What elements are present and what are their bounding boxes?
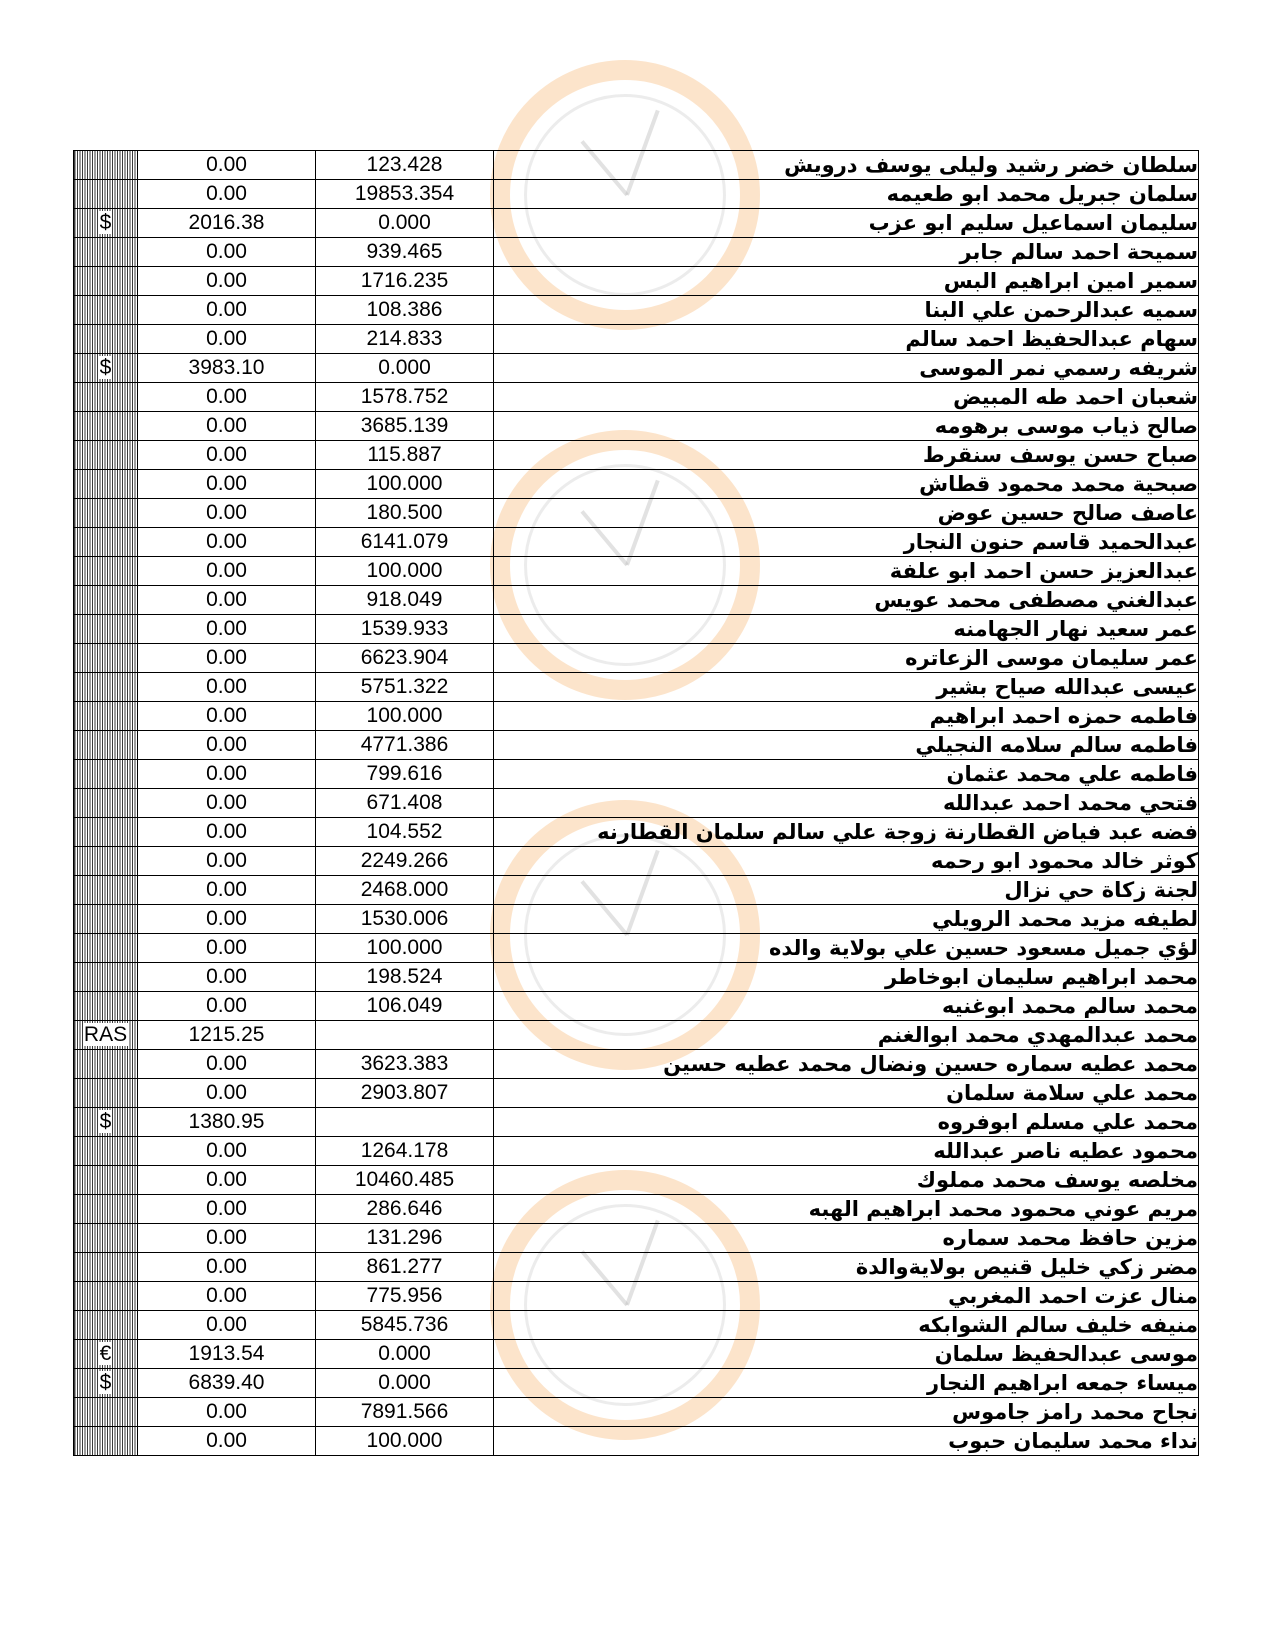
table-row — [74, 1369, 1199, 1398]
amount-a-cell: 0.00 — [138, 1195, 316, 1224]
table-row — [74, 702, 1199, 731]
name-cell: محمد علي مسلم ابوفروه — [494, 1108, 1199, 1137]
currency-cell — [74, 1195, 138, 1224]
name-cell: فتحي محمد احمد عبدالله — [494, 789, 1199, 818]
amount-a-cell: 0.00 — [138, 1224, 316, 1253]
name-cell: محمود عطيه ناصر عبدالله — [494, 1137, 1199, 1166]
table-row — [74, 1166, 1199, 1195]
amount-a-cell: 0.00 — [138, 238, 316, 267]
amount-a-cell: 0.00 — [138, 644, 316, 673]
name-cell: منيفه خليف سالم الشوابكه — [494, 1311, 1199, 1340]
currency-cell — [74, 238, 138, 267]
name-cell: صالح ذياب موسى برهومه — [494, 412, 1199, 441]
currency-cell — [74, 731, 138, 760]
amount-b-cell: 100.000 — [316, 470, 494, 499]
table-row — [74, 847, 1199, 876]
name-cell: عيسى عبدالله صياح بشير — [494, 673, 1199, 702]
table-row — [74, 354, 1199, 383]
amount-b-cell: 6141.079 — [316, 528, 494, 557]
name-cell: عبدالحميد قاسم حنون النجار — [494, 528, 1199, 557]
amount-a-cell: 0.00 — [138, 528, 316, 557]
currency-cell — [74, 325, 138, 354]
table-row — [74, 789, 1199, 818]
amount-a-cell: 0.00 — [138, 470, 316, 499]
amount-b-cell: 100.000 — [316, 702, 494, 731]
amount-a-cell: 0.00 — [138, 1137, 316, 1166]
name-cell: لطيفه مزيد محمد الرويلي — [494, 905, 1199, 934]
currency-cell — [74, 1108, 138, 1137]
amount-b-cell: 5845.736 — [316, 1311, 494, 1340]
amount-a-cell: 0.00 — [138, 673, 316, 702]
amount-b-cell: 861.277 — [316, 1253, 494, 1282]
amount-b-cell: 10460.485 — [316, 1166, 494, 1195]
amount-a-cell: 0.00 — [138, 731, 316, 760]
table-row — [74, 1398, 1199, 1427]
currency-cell — [74, 557, 138, 586]
name-cell: عبدالغني مصطفى محمد عويس — [494, 586, 1199, 615]
table-row — [74, 209, 1199, 238]
amount-a-cell: 0.00 — [138, 818, 316, 847]
amount-a-cell: 0.00 — [138, 934, 316, 963]
currency-cell — [74, 1282, 138, 1311]
name-cell: مزين حافظ محمد سماره — [494, 1224, 1199, 1253]
currency-cell — [74, 586, 138, 615]
currency-cell — [74, 296, 138, 325]
table-row — [74, 905, 1199, 934]
amount-a-cell: 0.00 — [138, 963, 316, 992]
table-row — [74, 644, 1199, 673]
currency-cell — [74, 818, 138, 847]
name-cell: شريفه رسمي نمر الموسى — [494, 354, 1199, 383]
name-cell: محمد ابراهيم سليمان ابوخاطر — [494, 963, 1199, 992]
table-row — [74, 1021, 1199, 1050]
name-cell: فضه عبد فياض القطارنة زوجة علي سالم سلمان القطارنه — [494, 818, 1199, 847]
amount-b-cell: 671.408 — [316, 789, 494, 818]
currency-cell — [74, 615, 138, 644]
table-row — [74, 731, 1199, 760]
currency-cell — [74, 412, 138, 441]
currency-symbol: $ — [99, 1110, 112, 1133]
amount-a-cell: 0.00 — [138, 847, 316, 876]
amount-a-cell: 0.00 — [138, 383, 316, 412]
table-row — [74, 1427, 1199, 1456]
table-row — [74, 296, 1199, 325]
name-cell: سميه عبدالرحمن علي البنا — [494, 296, 1199, 325]
table-row — [74, 1340, 1199, 1369]
name-cell: عمر سليمان موسى الزعاتره — [494, 644, 1199, 673]
amount-a-cell: 0.00 — [138, 1398, 316, 1427]
currency-cell — [74, 151, 138, 180]
currency-cell — [74, 1079, 138, 1108]
currency-cell — [74, 847, 138, 876]
table-row — [74, 1108, 1199, 1137]
amount-a-cell: 0.00 — [138, 876, 316, 905]
table-row — [74, 963, 1199, 992]
currency-symbol: $ — [99, 356, 112, 379]
table-row — [74, 615, 1199, 644]
amount-b-cell: 2249.266 — [316, 847, 494, 876]
amount-b-cell: 286.646 — [316, 1195, 494, 1224]
currency-cell — [74, 1224, 138, 1253]
table-row — [74, 557, 1199, 586]
name-cell: صباح حسن يوسف سنقرط — [494, 441, 1199, 470]
name-cell: سلطان خضر رشيد وليلى يوسف درويش — [494, 151, 1199, 180]
table-row — [74, 470, 1199, 499]
currency-cell — [74, 992, 138, 1021]
amount-b-cell: 1539.933 — [316, 615, 494, 644]
name-cell: محمد عطيه سماره حسين ونضال محمد عطيه حسين — [494, 1050, 1199, 1079]
currency-cell — [74, 528, 138, 557]
amount-a-cell: 0.00 — [138, 1311, 316, 1340]
amount-b-cell: 5751.322 — [316, 673, 494, 702]
amount-a-cell: 0.00 — [138, 1050, 316, 1079]
amount-a-cell: 6839.40 — [138, 1369, 316, 1398]
amount-b-cell: 1530.006 — [316, 905, 494, 934]
table-row — [74, 325, 1199, 354]
amount-b-cell: 0.000 — [316, 354, 494, 383]
amount-b-cell: 123.428 — [316, 151, 494, 180]
name-cell: عمر سعيد نهار الجهامنه — [494, 615, 1199, 644]
name-cell: سميحة احمد سالم جابر — [494, 238, 1199, 267]
amount-a-cell: 0.00 — [138, 151, 316, 180]
amount-a-cell: 3983.10 — [138, 354, 316, 383]
amount-b-cell: 100.000 — [316, 557, 494, 586]
currency-cell — [74, 1021, 138, 1050]
amount-b-cell: 214.833 — [316, 325, 494, 354]
name-cell: ميساء جمعه ابراهيم النجار — [494, 1369, 1199, 1398]
table-row — [74, 151, 1199, 180]
currency-symbol: $ — [99, 211, 112, 234]
name-cell: موسى عبدالحفيظ سلمان — [494, 1340, 1199, 1369]
currency-cell — [74, 1398, 138, 1427]
name-cell: محمد عبدالمهدي محمد ابوالغنم — [494, 1021, 1199, 1050]
amount-a-cell: 0.00 — [138, 586, 316, 615]
currency-cell — [74, 180, 138, 209]
currency-symbol: $ — [99, 1371, 112, 1394]
currency-cell — [74, 1427, 138, 1456]
name-cell: محمد علي سلامة سلمان — [494, 1079, 1199, 1108]
amount-b-cell: 180.500 — [316, 499, 494, 528]
table-row — [74, 412, 1199, 441]
amount-a-cell: 0.00 — [138, 267, 316, 296]
amount-b-cell: 939.465 — [316, 238, 494, 267]
currency-symbol: € — [99, 1342, 112, 1365]
amount-a-cell: 0.00 — [138, 992, 316, 1021]
ledger-body — [74, 151, 1199, 1456]
currency-cell — [74, 1137, 138, 1166]
amount-a-cell: 1215.25 — [138, 1021, 316, 1050]
table-row — [74, 1079, 1199, 1108]
amount-b-cell: 2468.000 — [316, 876, 494, 905]
name-cell: فاطمه علي محمد عثمان — [494, 760, 1199, 789]
name-cell: لؤي جميل مسعود حسين علي بولاية والده — [494, 934, 1199, 963]
name-cell: سهام عبدالحفيظ احمد سالم — [494, 325, 1199, 354]
name-cell: عاصف صالح حسين عوض — [494, 499, 1199, 528]
amount-b-cell: 0.000 — [316, 209, 494, 238]
amount-a-cell: 0.00 — [138, 905, 316, 934]
name-cell: عبدالعزيز حسن احمد ابو علفة — [494, 557, 1199, 586]
amount-b-cell: 108.386 — [316, 296, 494, 325]
table-row — [74, 1050, 1199, 1079]
currency-cell — [74, 673, 138, 702]
currency-cell — [74, 267, 138, 296]
amount-b-cell — [316, 1108, 494, 1137]
currency-cell — [74, 760, 138, 789]
amount-b-cell: 0.000 — [316, 1340, 494, 1369]
amount-a-cell: 0.00 — [138, 1079, 316, 1108]
table-row — [74, 1282, 1199, 1311]
name-cell: سلمان جبريل محمد ابو طعيمه — [494, 180, 1199, 209]
amount-b-cell: 799.616 — [316, 760, 494, 789]
table-row — [74, 267, 1199, 296]
table-row — [74, 1195, 1199, 1224]
amount-a-cell: 0.00 — [138, 789, 316, 818]
amount-b-cell: 131.296 — [316, 1224, 494, 1253]
amount-b-cell: 2903.807 — [316, 1079, 494, 1108]
amount-b-cell: 4771.386 — [316, 731, 494, 760]
amount-a-cell: 0.00 — [138, 1166, 316, 1195]
currency-cell — [74, 789, 138, 818]
amount-a-cell: 0.00 — [138, 499, 316, 528]
name-cell: سليمان اسماعيل سليم ابو عزب — [494, 209, 1199, 238]
table-row — [74, 1224, 1199, 1253]
amount-a-cell: 0.00 — [138, 1427, 316, 1456]
amount-b-cell: 1716.235 — [316, 267, 494, 296]
amount-b-cell — [316, 1021, 494, 1050]
amount-b-cell: 6623.904 — [316, 644, 494, 673]
amount-b-cell: 3685.139 — [316, 412, 494, 441]
amount-a-cell: 0.00 — [138, 1282, 316, 1311]
amount-a-cell: 2016.38 — [138, 209, 316, 238]
amount-a-cell: 1913.54 — [138, 1340, 316, 1369]
amount-b-cell: 100.000 — [316, 934, 494, 963]
table-row — [74, 238, 1199, 267]
name-cell: لجنة زكاة حي نزال — [494, 876, 1199, 905]
amount-a-cell: 0.00 — [138, 412, 316, 441]
currency-cell — [74, 1253, 138, 1282]
amount-b-cell: 3623.383 — [316, 1050, 494, 1079]
currency-cell — [74, 644, 138, 673]
amount-a-cell: 0.00 — [138, 615, 316, 644]
currency-cell — [74, 876, 138, 905]
table-row — [74, 818, 1199, 847]
name-cell: مريم عوني محمود محمد ابراهيم الهبه — [494, 1195, 1199, 1224]
currency-symbol: RAS — [83, 1023, 128, 1046]
table-row — [74, 441, 1199, 470]
name-cell: شعبان احمد طه المبيض — [494, 383, 1199, 412]
currency-cell — [74, 209, 138, 238]
name-cell: منال عزت احمد المغربي — [494, 1282, 1199, 1311]
name-cell: مخلصه يوسف محمد مملوك — [494, 1166, 1199, 1195]
amount-b-cell: 775.956 — [316, 1282, 494, 1311]
currency-cell — [74, 1166, 138, 1195]
amount-a-cell: 0.00 — [138, 441, 316, 470]
currency-cell — [74, 1311, 138, 1340]
name-cell: فاطمه سالم سلامه النجيلي — [494, 731, 1199, 760]
currency-cell — [74, 1369, 138, 1398]
table-row — [74, 1311, 1199, 1340]
name-cell: كوثر خالد محمود ابو رحمه — [494, 847, 1199, 876]
table-row — [74, 992, 1199, 1021]
name-cell: مضر زكي خليل قنيص بولايةوالدة — [494, 1253, 1199, 1282]
amount-a-cell: 0.00 — [138, 557, 316, 586]
currency-cell — [74, 1340, 138, 1369]
name-cell: محمد سالم محمد ابوغنيه — [494, 992, 1199, 1021]
amount-b-cell: 19853.354 — [316, 180, 494, 209]
amount-a-cell: 0.00 — [138, 1253, 316, 1282]
currency-cell — [74, 963, 138, 992]
amount-a-cell: 0.00 — [138, 296, 316, 325]
table-row — [74, 528, 1199, 557]
table-row — [74, 180, 1199, 209]
currency-cell — [74, 499, 138, 528]
table-row — [74, 673, 1199, 702]
currency-cell — [74, 934, 138, 963]
currency-cell — [74, 702, 138, 731]
table-row — [74, 760, 1199, 789]
table-row — [74, 1253, 1199, 1282]
amount-a-cell: 0.00 — [138, 180, 316, 209]
name-cell: فاطمه حمزه احمد ابراهيم — [494, 702, 1199, 731]
table-row — [74, 383, 1199, 412]
amount-b-cell: 7891.566 — [316, 1398, 494, 1427]
amount-a-cell: 0.00 — [138, 325, 316, 354]
currency-cell — [74, 441, 138, 470]
amount-b-cell: 104.552 — [316, 818, 494, 847]
currency-cell — [74, 470, 138, 499]
amount-b-cell: 918.049 — [316, 586, 494, 615]
name-cell: نجاح محمد رامز جاموس — [494, 1398, 1199, 1427]
amount-a-cell: 1380.95 — [138, 1108, 316, 1137]
table-row — [74, 586, 1199, 615]
table-row — [74, 876, 1199, 905]
amount-b-cell: 100.000 — [316, 1427, 494, 1456]
amount-b-cell: 0.000 — [316, 1369, 494, 1398]
name-cell: صبحية محمد محمود قطاش — [494, 470, 1199, 499]
table-row — [74, 934, 1199, 963]
ledger-table — [73, 150, 1199, 1456]
amount-a-cell: 0.00 — [138, 760, 316, 789]
amount-b-cell: 1578.752 — [316, 383, 494, 412]
currency-cell — [74, 905, 138, 934]
name-cell: نداء محمد سليمان حبوب — [494, 1427, 1199, 1456]
currency-cell — [74, 354, 138, 383]
amount-b-cell: 198.524 — [316, 963, 494, 992]
name-cell: سمير امين ابراهيم البس — [494, 267, 1199, 296]
amount-a-cell: 0.00 — [138, 702, 316, 731]
amount-b-cell: 106.049 — [316, 992, 494, 1021]
table-row — [74, 499, 1199, 528]
table-row — [74, 1137, 1199, 1166]
amount-b-cell: 1264.178 — [316, 1137, 494, 1166]
currency-cell — [74, 383, 138, 412]
amount-b-cell: 115.887 — [316, 441, 494, 470]
currency-cell — [74, 1050, 138, 1079]
